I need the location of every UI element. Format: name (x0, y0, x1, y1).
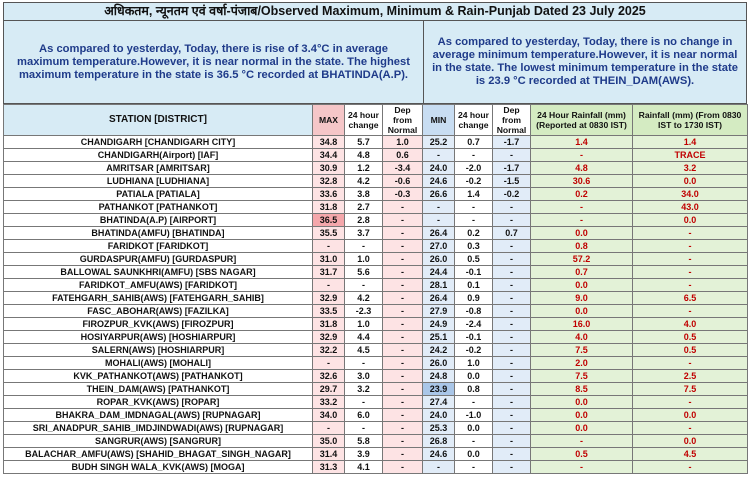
rain24-cell: 7.5 (531, 344, 633, 357)
station-cell: FARIDKOT [FARIDKOT] (4, 240, 313, 253)
max-cell: 31.7 (313, 266, 345, 279)
max-cell: 31.8 (313, 201, 345, 214)
max-change-cell: 1.2 (345, 162, 383, 175)
max-cell: 32.6 (313, 370, 345, 383)
max-cell: 34.8 (313, 136, 345, 149)
max-change-cell: 4.5 (345, 344, 383, 357)
max-change-cell: - (345, 279, 383, 292)
station-cell: THEIN_DAM(AWS) [PATHANKOT] (4, 383, 313, 396)
rain-day-cell: 0.0 (633, 175, 748, 188)
rain24-cell: - (531, 461, 633, 474)
max-change-cell: 5.6 (345, 266, 383, 279)
min-dep-cell: - (493, 201, 531, 214)
min-dep-cell: - (493, 357, 531, 370)
min-dep-cell: - (493, 331, 531, 344)
max-dep-cell: -0.3 (383, 188, 423, 201)
rain-day-cell: - (633, 266, 748, 279)
max-cell: - (313, 422, 345, 435)
min-cell: 28.1 (423, 279, 455, 292)
max-change-cell: - (345, 422, 383, 435)
station-cell: SANGRUR(AWS) [SANGRUR] (4, 435, 313, 448)
max-dep-cell: - (383, 357, 423, 370)
min-dep-cell: - (493, 383, 531, 396)
min-dep-cell: - (493, 409, 531, 422)
max-dep-cell: - (383, 201, 423, 214)
station-cell: FARIDKOT_AMFU(AWS) [FARIDKOT] (4, 279, 313, 292)
max-dep-cell: - (383, 396, 423, 409)
max-change-cell: 3.0 (345, 370, 383, 383)
station-cell: LUDHIANA [LUDHIANA] (4, 175, 313, 188)
max-cell: 33.6 (313, 188, 345, 201)
max-change-cell: 4.2 (345, 292, 383, 305)
station-cell: PATHANKOT [PATHANKOT] (4, 201, 313, 214)
min-dep-cell: - (493, 396, 531, 409)
min-cell: 26.0 (423, 357, 455, 370)
max-dep-cell: - (383, 279, 423, 292)
rain24-cell: 30.6 (531, 175, 633, 188)
rain24-cell: - (531, 149, 633, 162)
table-row (4, 214, 748, 227)
min-dep-cell: - (493, 279, 531, 292)
station-cell: FASC_ABOHAR(AWS) [FAZILKA] (4, 305, 313, 318)
max-dep-cell: - (383, 331, 423, 344)
min-change-cell: -0.1 (455, 331, 493, 344)
max-dep-cell: 0.6 (383, 149, 423, 162)
max-cell: 35.0 (313, 435, 345, 448)
max-cell: 33.5 (313, 305, 345, 318)
table-row (4, 149, 748, 162)
min-dep-cell: - (493, 149, 531, 162)
max-change-cell: - (345, 357, 383, 370)
min-cell: 26.0 (423, 253, 455, 266)
min-change-cell: 0.0 (455, 370, 493, 383)
min-cell: - (423, 201, 455, 214)
min-dep-cell: - (493, 448, 531, 461)
max-temp-summary: As compared to yesterday, Today, there is rise of 3.4°C in average maximum temperature.However, it is near normal in the state. The highest maximum temperature in the state is 36.5 °C recorded at BHATINDA(A.P). (4, 21, 424, 103)
min-dep-cell: - (493, 370, 531, 383)
max-dep-header: Dep from Normal (383, 105, 423, 136)
max-dep-cell: - (383, 292, 423, 305)
max-dep-cell: - (383, 344, 423, 357)
station-cell: SALERN(AWS) [HOSHIARPUR] (4, 344, 313, 357)
max-dep-cell: - (383, 305, 423, 318)
min-cell: 26.4 (423, 227, 455, 240)
min-cell: 26.6 (423, 188, 455, 201)
min-dep-cell: - (493, 422, 531, 435)
table-row (4, 435, 748, 448)
min-cell: 24.0 (423, 162, 455, 175)
max-cell: 30.9 (313, 162, 345, 175)
min-dep-cell: - (493, 292, 531, 305)
min-temp-summary: As compared to yesterday, Today, there is no change in average minimum temperature.However, it is near normal in the state. The lowest minimum temperature in the state is 23.9 °C recorded at THEIN_DAM(AWS). (424, 21, 746, 103)
min-dep-cell: - (493, 318, 531, 331)
max-cell: 34.4 (313, 149, 345, 162)
min-change-cell: - (455, 201, 493, 214)
max-dep-cell: - (383, 383, 423, 396)
max-change-cell: 2.8 (345, 214, 383, 227)
min-dep-cell: - (493, 344, 531, 357)
min-cell: - (423, 461, 455, 474)
max-change-cell: 3.2 (345, 383, 383, 396)
table-row (4, 331, 748, 344)
max-cell: 32.9 (313, 292, 345, 305)
rain-day-cell: - (633, 422, 748, 435)
min-change-cell: 1.0 (455, 357, 493, 370)
min-cell: 27.0 (423, 240, 455, 253)
rain-day-cell: 43.0 (633, 201, 748, 214)
min-cell: 25.2 (423, 136, 455, 149)
max-cell: 34.0 (313, 409, 345, 422)
rain-day-cell: 0.5 (633, 331, 748, 344)
max-dep-cell: - (383, 448, 423, 461)
min-change-cell: - (455, 396, 493, 409)
rain-day-cell: 4.5 (633, 448, 748, 461)
max-cell: - (313, 357, 345, 370)
min-change-cell: 0.8 (455, 383, 493, 396)
max-cell: 31.0 (313, 253, 345, 266)
station-cell: BHATINDA(A.P) [AIRPORT] (4, 214, 313, 227)
rain-day-cell: 34.0 (633, 188, 748, 201)
max-change-header: 24 hour change (345, 105, 383, 136)
rain-day-cell: - (633, 357, 748, 370)
table-row (4, 448, 748, 461)
rain-day-cell: 2.5 (633, 370, 748, 383)
max-dep-cell: - (383, 422, 423, 435)
station-cell: BHATINDA(AMFU) [BHATINDA] (4, 227, 313, 240)
max-dep-cell: - (383, 240, 423, 253)
table-row (4, 383, 748, 396)
min-cell: 27.9 (423, 305, 455, 318)
min-change-cell: 0.0 (455, 448, 493, 461)
min-change-cell: 0.9 (455, 292, 493, 305)
min-cell: 25.1 (423, 331, 455, 344)
max-change-cell: 2.7 (345, 201, 383, 214)
rain24-cell: 8.5 (531, 383, 633, 396)
min-change-cell: 0.1 (455, 279, 493, 292)
rain24-cell: 0.5 (531, 448, 633, 461)
max-change-cell: - (345, 396, 383, 409)
rain-day-cell: - (633, 305, 748, 318)
rain-day-cell: 0.0 (633, 409, 748, 422)
min-cell: 24.2 (423, 344, 455, 357)
min-change-header: 24 hour change (455, 105, 493, 136)
max-change-cell: 4.2 (345, 175, 383, 188)
max-change-cell: 5.7 (345, 136, 383, 149)
max-dep-cell: - (383, 461, 423, 474)
max-dep-cell: - (383, 435, 423, 448)
min-cell: 24.6 (423, 448, 455, 461)
report-container (3, 2, 747, 474)
observations-table (3, 104, 748, 474)
min-change-cell: - (455, 461, 493, 474)
max-cell: 32.8 (313, 175, 345, 188)
min-cell: 24.9 (423, 318, 455, 331)
min-change-cell: -0.8 (455, 305, 493, 318)
station-header: STATION [DISTRICT] (4, 105, 313, 136)
rain24-cell: 0.0 (531, 279, 633, 292)
min-change-cell: - (455, 149, 493, 162)
max-cell: 31.8 (313, 318, 345, 331)
station-cell: GURDASPUR(AMFU) [GURDASPUR] (4, 253, 313, 266)
rain-day-cell: - (633, 461, 748, 474)
min-change-cell: -2.0 (455, 162, 493, 175)
station-cell: PATIALA [PATIALA] (4, 188, 313, 201)
table-row (4, 344, 748, 357)
rain-day-cell: 6.5 (633, 292, 748, 305)
table-row (4, 188, 748, 201)
rain-day-cell: 0.0 (633, 214, 748, 227)
max-cell: 32.2 (313, 344, 345, 357)
table-row (4, 240, 748, 253)
max-header: MAX (313, 105, 345, 136)
max-dep-cell: -3.4 (383, 162, 423, 175)
station-cell: BUDH SINGH WALA_KVK(AWS) [MOGA] (4, 461, 313, 474)
table-row (4, 357, 748, 370)
min-dep-cell: - (493, 266, 531, 279)
max-change-cell: 3.9 (345, 448, 383, 461)
rain-day-cell: 0.5 (633, 344, 748, 357)
rain24-cell: - (531, 214, 633, 227)
rain24-cell: 0.0 (531, 409, 633, 422)
rain24-header: 24 Hour Rainfall (mm) (Reported at 0830 IST) (531, 105, 633, 136)
station-cell: ROPAR_KVK(AWS) [ROPAR] (4, 396, 313, 409)
rain-day-cell: - (633, 253, 748, 266)
rain-day-cell: 0.0 (633, 435, 748, 448)
min-cell: 26.4 (423, 292, 455, 305)
max-cell: - (313, 240, 345, 253)
station-cell: SRI_ANADPUR_SAHIB_IMDJINDWADI(AWS) [RUPNAGAR] (4, 422, 313, 435)
min-dep-cell: - (493, 214, 531, 227)
rain-day-header: Rainfall (mm) (From 0830 IST to 1730 IST) (633, 105, 748, 136)
max-dep-cell: - (383, 266, 423, 279)
min-cell: 24.0 (423, 409, 455, 422)
max-change-cell: 4.4 (345, 331, 383, 344)
min-dep-header: Dep from Normal (493, 105, 531, 136)
max-cell: 35.5 (313, 227, 345, 240)
min-cell: 25.3 (423, 422, 455, 435)
min-header: MIN (423, 105, 455, 136)
min-change-cell: 0.0 (455, 422, 493, 435)
rain24-cell: 0.2 (531, 188, 633, 201)
table-row (4, 461, 748, 474)
max-dep-cell: - (383, 409, 423, 422)
min-dep-cell: -1.7 (493, 136, 531, 149)
rain24-cell: 0.0 (531, 227, 633, 240)
table-body (4, 136, 748, 474)
max-dep-cell: -0.6 (383, 175, 423, 188)
rain-day-cell: TRACE (633, 149, 748, 162)
max-dep-cell: 1.0 (383, 136, 423, 149)
min-dep-cell: - (493, 461, 531, 474)
table-row (4, 266, 748, 279)
rain24-cell: 57.2 (531, 253, 633, 266)
min-cell: 24.6 (423, 175, 455, 188)
table-row (4, 227, 748, 240)
table-row (4, 201, 748, 214)
station-cell: CHANDIGARH(Airport) [IAF] (4, 149, 313, 162)
max-dep-cell: - (383, 214, 423, 227)
min-dep-cell: - (493, 253, 531, 266)
rain-day-cell: - (633, 279, 748, 292)
rain24-cell: - (531, 435, 633, 448)
rain-day-cell: 7.5 (633, 383, 748, 396)
min-change-cell: -1.0 (455, 409, 493, 422)
min-cell: 23.9 (423, 383, 455, 396)
min-dep-cell: 0.7 (493, 227, 531, 240)
table-row (4, 318, 748, 331)
rain24-cell: 0.8 (531, 240, 633, 253)
min-change-cell: 0.3 (455, 240, 493, 253)
max-change-cell: 3.8 (345, 188, 383, 201)
rain24-cell: 0.0 (531, 422, 633, 435)
summary-panel (3, 21, 747, 104)
max-cell: - (313, 279, 345, 292)
min-cell: 26.8 (423, 435, 455, 448)
table-row (4, 253, 748, 266)
max-change-cell: 4.1 (345, 461, 383, 474)
header-row (4, 105, 748, 136)
rain-day-cell: 4.0 (633, 318, 748, 331)
max-dep-cell: - (383, 318, 423, 331)
rain24-cell: 0.7 (531, 266, 633, 279)
table-row (4, 162, 748, 175)
table-row (4, 305, 748, 318)
table-row (4, 279, 748, 292)
min-change-cell: - (455, 435, 493, 448)
min-dep-cell: -1.7 (493, 162, 531, 175)
station-cell: BALLOWAL SAUNKHRI(AMFU) [SBS NAGAR] (4, 266, 313, 279)
table-row (4, 136, 748, 149)
max-cell: 33.2 (313, 396, 345, 409)
table-row (4, 409, 748, 422)
rain24-cell: 2.0 (531, 357, 633, 370)
min-cell: - (423, 214, 455, 227)
min-cell: 27.4 (423, 396, 455, 409)
station-cell: KVK_PATHANKOT(AWS) [PATHANKOT] (4, 370, 313, 383)
station-cell: FATEHGARH_SAHIB(AWS) [FATEHGARH_SAHIB] (4, 292, 313, 305)
report-title: अधिकतम, न्यूनतम एवं वर्षा-पंजाब/Observed Maximum, Minimum & Rain-Punjab Dated 23 July 2025 (3, 2, 747, 21)
rain-day-cell: - (633, 240, 748, 253)
rain24-cell: 9.0 (531, 292, 633, 305)
max-change-cell: 1.0 (345, 253, 383, 266)
station-cell: AMRITSAR [AMRITSAR] (4, 162, 313, 175)
min-dep-cell: -1.5 (493, 175, 531, 188)
min-change-cell: - (455, 214, 493, 227)
table-row (4, 370, 748, 383)
min-cell: 24.4 (423, 266, 455, 279)
min-change-cell: -0.2 (455, 175, 493, 188)
table-row (4, 292, 748, 305)
station-cell: HOSIYARPUR(AWS) [HOSHIARPUR] (4, 331, 313, 344)
min-change-cell: -0.1 (455, 266, 493, 279)
min-dep-cell: - (493, 240, 531, 253)
table-row (4, 396, 748, 409)
max-cell: 36.5 (313, 214, 345, 227)
rain24-cell: 0.0 (531, 396, 633, 409)
station-cell: BALACHAR_AMFU(AWS) [SHAHID_BHAGAT_SINGH_NAGAR] (4, 448, 313, 461)
station-cell: CHANDIGARH [CHANDIGARH CITY] (4, 136, 313, 149)
max-change-cell: - (345, 240, 383, 253)
max-dep-cell: - (383, 227, 423, 240)
rain24-cell: 4.8 (531, 162, 633, 175)
max-change-cell: 6.0 (345, 409, 383, 422)
max-change-cell: 5.8 (345, 435, 383, 448)
rain-day-cell: - (633, 227, 748, 240)
rain24-cell: 4.0 (531, 331, 633, 344)
rain-day-cell: - (633, 396, 748, 409)
min-dep-cell: -0.2 (493, 188, 531, 201)
rain24-cell: - (531, 201, 633, 214)
max-cell: 31.4 (313, 448, 345, 461)
rain24-cell: 1.4 (531, 136, 633, 149)
rain24-cell: 16.0 (531, 318, 633, 331)
rain-day-cell: 3.2 (633, 162, 748, 175)
station-cell: FIROZPUR_KVK(AWS) [FIROZPUR] (4, 318, 313, 331)
station-cell: BHAKRA_DAM_IMDNAGAL(AWS) [RUPNAGAR] (4, 409, 313, 422)
min-change-cell: -2.4 (455, 318, 493, 331)
table-row (4, 175, 748, 188)
rain24-cell: 0.0 (531, 305, 633, 318)
min-change-cell: 0.7 (455, 136, 493, 149)
min-cell: 24.8 (423, 370, 455, 383)
max-dep-cell: - (383, 253, 423, 266)
max-change-cell: 3.7 (345, 227, 383, 240)
max-cell: 32.9 (313, 331, 345, 344)
min-change-cell: -0.2 (455, 344, 493, 357)
min-dep-cell: - (493, 305, 531, 318)
min-cell: - (423, 149, 455, 162)
max-cell: 31.3 (313, 461, 345, 474)
min-change-cell: 0.5 (455, 253, 493, 266)
min-change-cell: 0.2 (455, 227, 493, 240)
max-change-cell: 1.0 (345, 318, 383, 331)
rain24-cell: 7.5 (531, 370, 633, 383)
max-dep-cell: - (383, 370, 423, 383)
min-change-cell: 1.4 (455, 188, 493, 201)
station-cell: MOHALI(AWS) [MOHALI] (4, 357, 313, 370)
max-cell: 29.7 (313, 383, 345, 396)
rain-day-cell: 1.4 (633, 136, 748, 149)
table-row (4, 422, 748, 435)
max-change-cell: -2.3 (345, 305, 383, 318)
min-dep-cell: - (493, 435, 531, 448)
max-change-cell: 4.8 (345, 149, 383, 162)
